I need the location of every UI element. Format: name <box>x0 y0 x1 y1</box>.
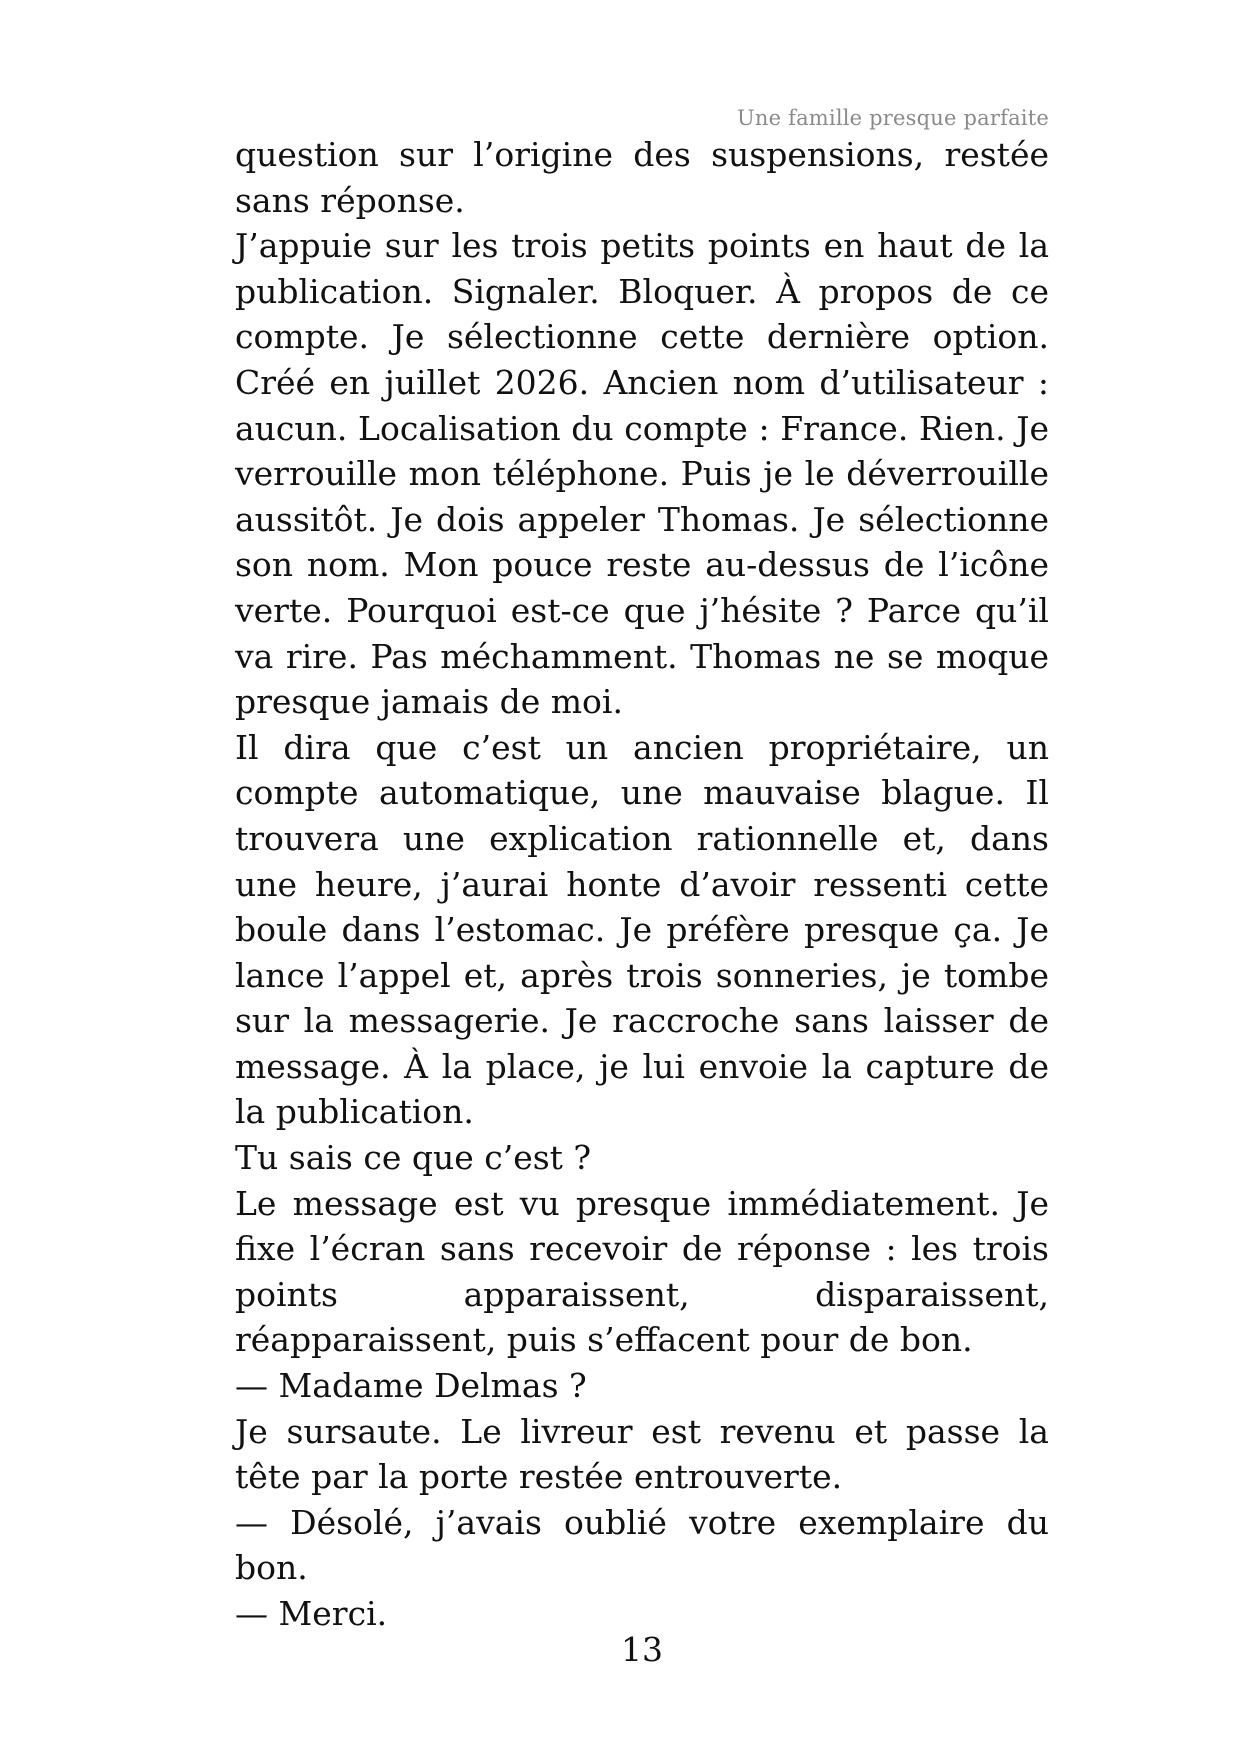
body-text <box>235 132 1049 1637</box>
dialogue-line: — Merci. <box>235 1594 388 1633</box>
paragraph: J’appuie sur les trois petits points en haut de la publication. Signaler. Bloquer. À propos de ce compte. Je sélectionne cette dernière option. Créé en juillet 2026. Ancien nom d’utilisateur : aucun. Localisation du compte : France. Rien. Je verrouille mon téléphone. Puis je le déverrouille aussitôt. Je dois appeler Thomas. Je sélectionne son nom. Mon pouce reste au-dessus de l’icône verte. Pourquoi est-ce que j’hésite ? Parce qu’il va rire. Pas méchamment. Thomas ne se moque presque jamais de moi. <box>235 226 1049 722</box>
paragraph: question sur l’origine des suspensions, restée sans réponse. <box>235 135 1049 220</box>
dialogue-line: — Madame Delmas ? <box>235 1366 587 1406</box>
paragraph: Je sursaute. Le livreur est revenu et passe la tête par la porte restée entrouverte. <box>235 1411 1049 1497</box>
page-number: 13 <box>621 1630 663 1669</box>
paragraph: Tu sais ce que c’est ? <box>235 1138 592 1178</box>
paragraph: Le message est vu presque immédiatement. Je fixe l’écran sans recevoir de réponse : les trois points apparaissent, disparaissent, réapparaissent, puis s’effacent pour de bon. <box>235 1183 1049 1360</box>
paragraph: Il dira que c’est un ancien propriétaire, un compte automatique, une mauvaise blague. Il trouvera une explication rationnelle et, dans une heure, j’aurai honte d’avoir ressenti cette boule dans l’estomac. Je préfère presque ça. Je lance l’appel et, après trois sonneries, je tombe sur la messagerie. Je raccroche sans laisser de message. À la place, je lui envoie la capture de la publication. <box>235 727 1049 1132</box>
running-header-title: Une famille presque parfaite <box>736 106 1049 130</box>
dialogue-line: — Désolé, j’avais oublié votre exemplaire du bon. <box>235 1502 1049 1588</box>
